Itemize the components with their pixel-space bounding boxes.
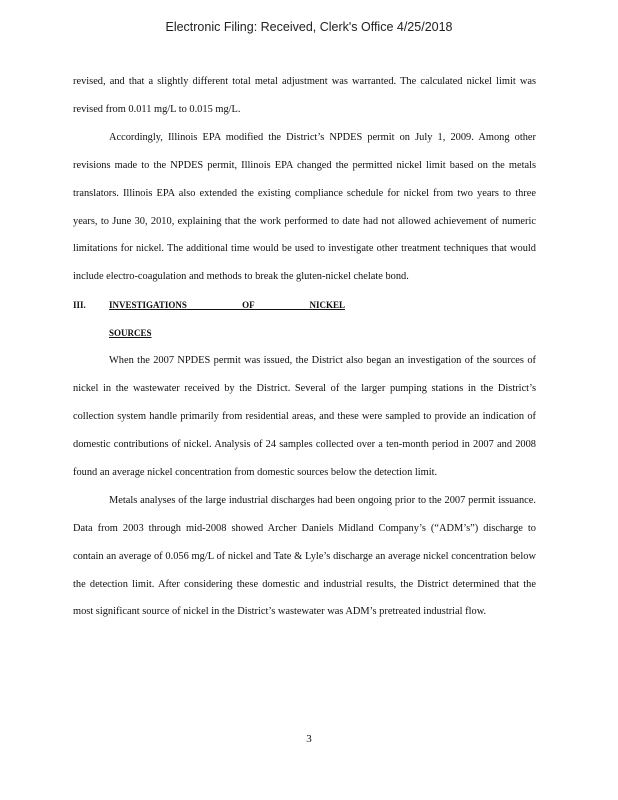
paragraph-continued: revised, and that a slightly different total metal adjustment was warranted. The calculated nickel limit was revised from 0.011 mg/L to 0.015 mg/L. xyxy=(73,76,536,115)
paragraph-accordingly: Accordingly, Illinois EPA modified the District’s NPDES permit on July 1, 2009. Among other revisions made to the NPDES permit, Illinois EPA changed the permitted nickel limit based on the metals translators. Illinois EPA also extended the existing compliance schedule for nickel from two years to three years, to June 30, 2010, explaining that the work performed to date had not allowed achievement of numeric limitations for nickel. The additional time would be used to investigate other treatment techniques that would include electro-coagulation and methods to break the gluten-nickel chelate bond. xyxy=(73,131,536,283)
page-number: 3 xyxy=(306,733,312,745)
paragraph-metals: Metals analyses of the large industrial discharges had been ongoing prior to the 2007 permit issuance. Data from 2003 through mid-2008 showed Archer Daniels Midland Company’s (“ADM’s”) discharge to contain an average of 0.056 mg/L of nickel and Tate & Lyle’s discharge an average nickel concentration below the detection limit. After considering these domestic and industrial results, the District determined that the most significant source of nickel in the District’s wastewater was ADM’s pretreated industrial flow. xyxy=(73,494,536,618)
section-number: III. xyxy=(73,300,86,311)
document-body xyxy=(73,68,536,626)
filing-stamp-header: Electronic Filing: Received, Clerk's Office 4/25/2018 xyxy=(165,20,453,34)
section-title: INVESTIGATIONS OF NICKEL SOURCES xyxy=(109,300,345,339)
section-heading xyxy=(73,291,536,347)
paragraph-when: When the 2007 NPDES permit was issued, the District also began an investigation of the sources of nickel in the wastewater received by the District. Several of the larger pumping stations in the District’s collection system handle primarily from residential areas, and these were sampled to provide an indication of domestic contributions of nickel. Analysis of 24 samples collected over a ten-month period in 2007 and 2008 found an average nickel concentration from domestic sources below the detection limit. xyxy=(73,355,536,478)
